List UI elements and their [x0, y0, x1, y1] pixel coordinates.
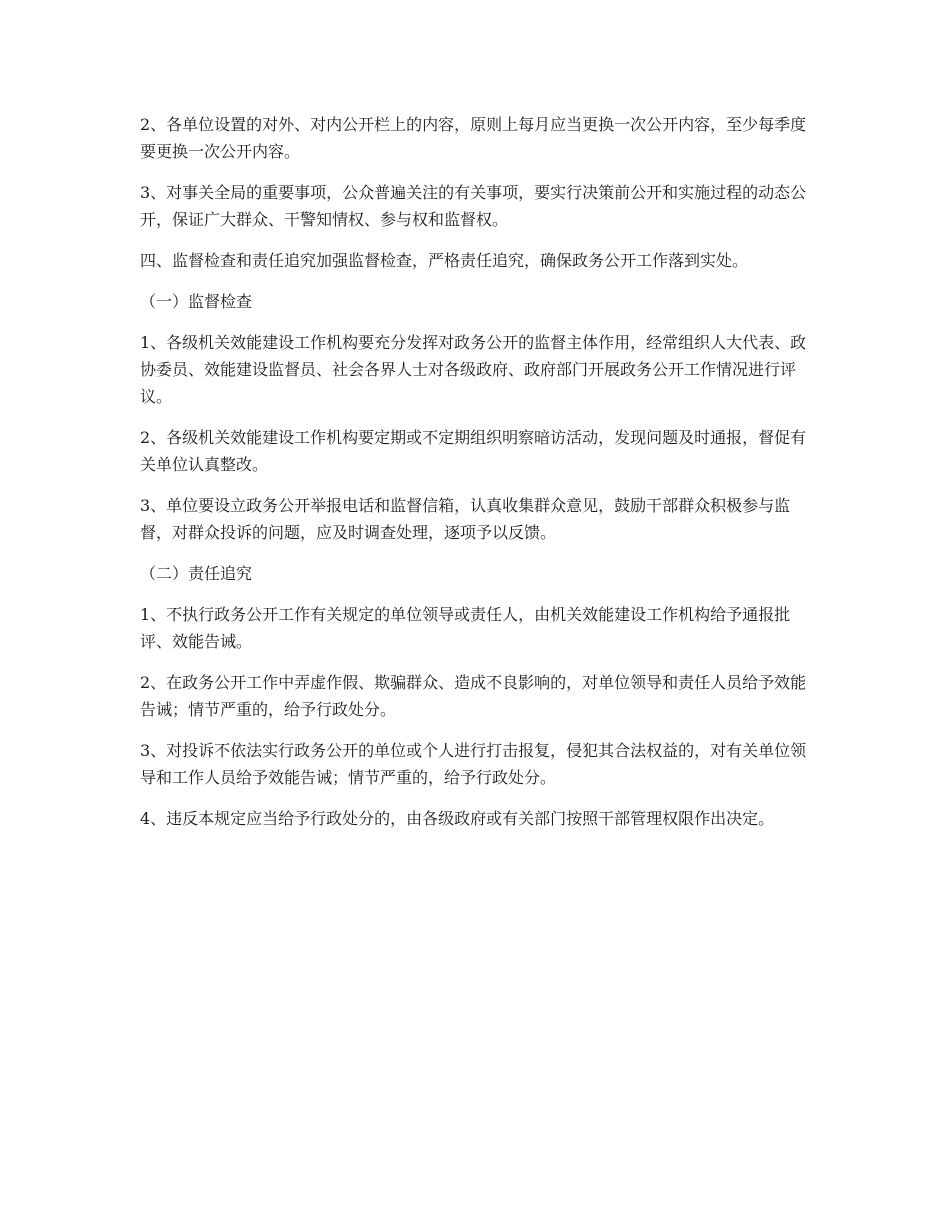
- paragraph-major-matters: 3、对事关全局的重要事项，公众普遍关注的有关事项，要实行决策前公开和实施过程的动态公开，保证广大群众、干警知情权、参与权和监督权。: [140, 183, 807, 229]
- paragraph-update-bulletin: 2、各单位设置的对外、对内公开栏上的内容，原则上每月应当更换一次公开内容，至少每季度要更换一次公开内容。: [140, 115, 807, 161]
- paragraph-supervision-role: 1、各级机关效能建设工作机构要充分发挥对政务公开的监督主体作用，经常组织人大代表、政协委员、效能建设监督员、社会各界人士对各级政府、政府部门开展政务公开工作情况进行评议。: [140, 333, 807, 406]
- paragraph-retaliation: 3、对投诉不依法实行政务公开的单位或个人进行打击报复，侵犯其合法权益的，对有关单位领导和工作人员给予效能告诫；情节严重的，给予行政处分。: [140, 741, 807, 787]
- subheading-supervision-inspection: （一）监督检查: [140, 292, 253, 311]
- subheading-accountability: （二）责任追究: [140, 564, 253, 583]
- paragraph-report-hotline: 3、单位要设立政务公开举报电话和监督信箱，认真收集群众意见，鼓励干部群众积极参与监督，对群众投诉的问题，应及时调查处理，逐项予以反馈。: [140, 496, 791, 542]
- paragraph-administrative-sanction: 4、违反本规定应当给予行政处分的，由各级政府或有关部门按照干部管理权限作出决定。: [140, 809, 775, 828]
- section-heading-supervision-accountability: 四、监督检查和责任追究加强监督检查，严格责任追究，确保政务公开工作落到实处。: [140, 251, 749, 270]
- paragraph-falsification: 2、在政务公开工作中弄虚作假、欺骗群众、造成不良影响的，对单位领导和责任人员给予效能告诫；情节严重的，给予行政处分。: [140, 673, 807, 719]
- paragraph-unannounced-visits: 2、各级机关效能建设工作机构要定期或不定期组织明察暗访活动，发现问题及时通报，督促有关单位认真整改。: [140, 428, 807, 474]
- document-body: [140, 111, 810, 846]
- paragraph-noncompliance-criticism: 1、不执行政务公开工作有关规定的单位领导或责任人，由机关效能建设工作机构给予通报批评、效能告诫。: [140, 605, 791, 651]
